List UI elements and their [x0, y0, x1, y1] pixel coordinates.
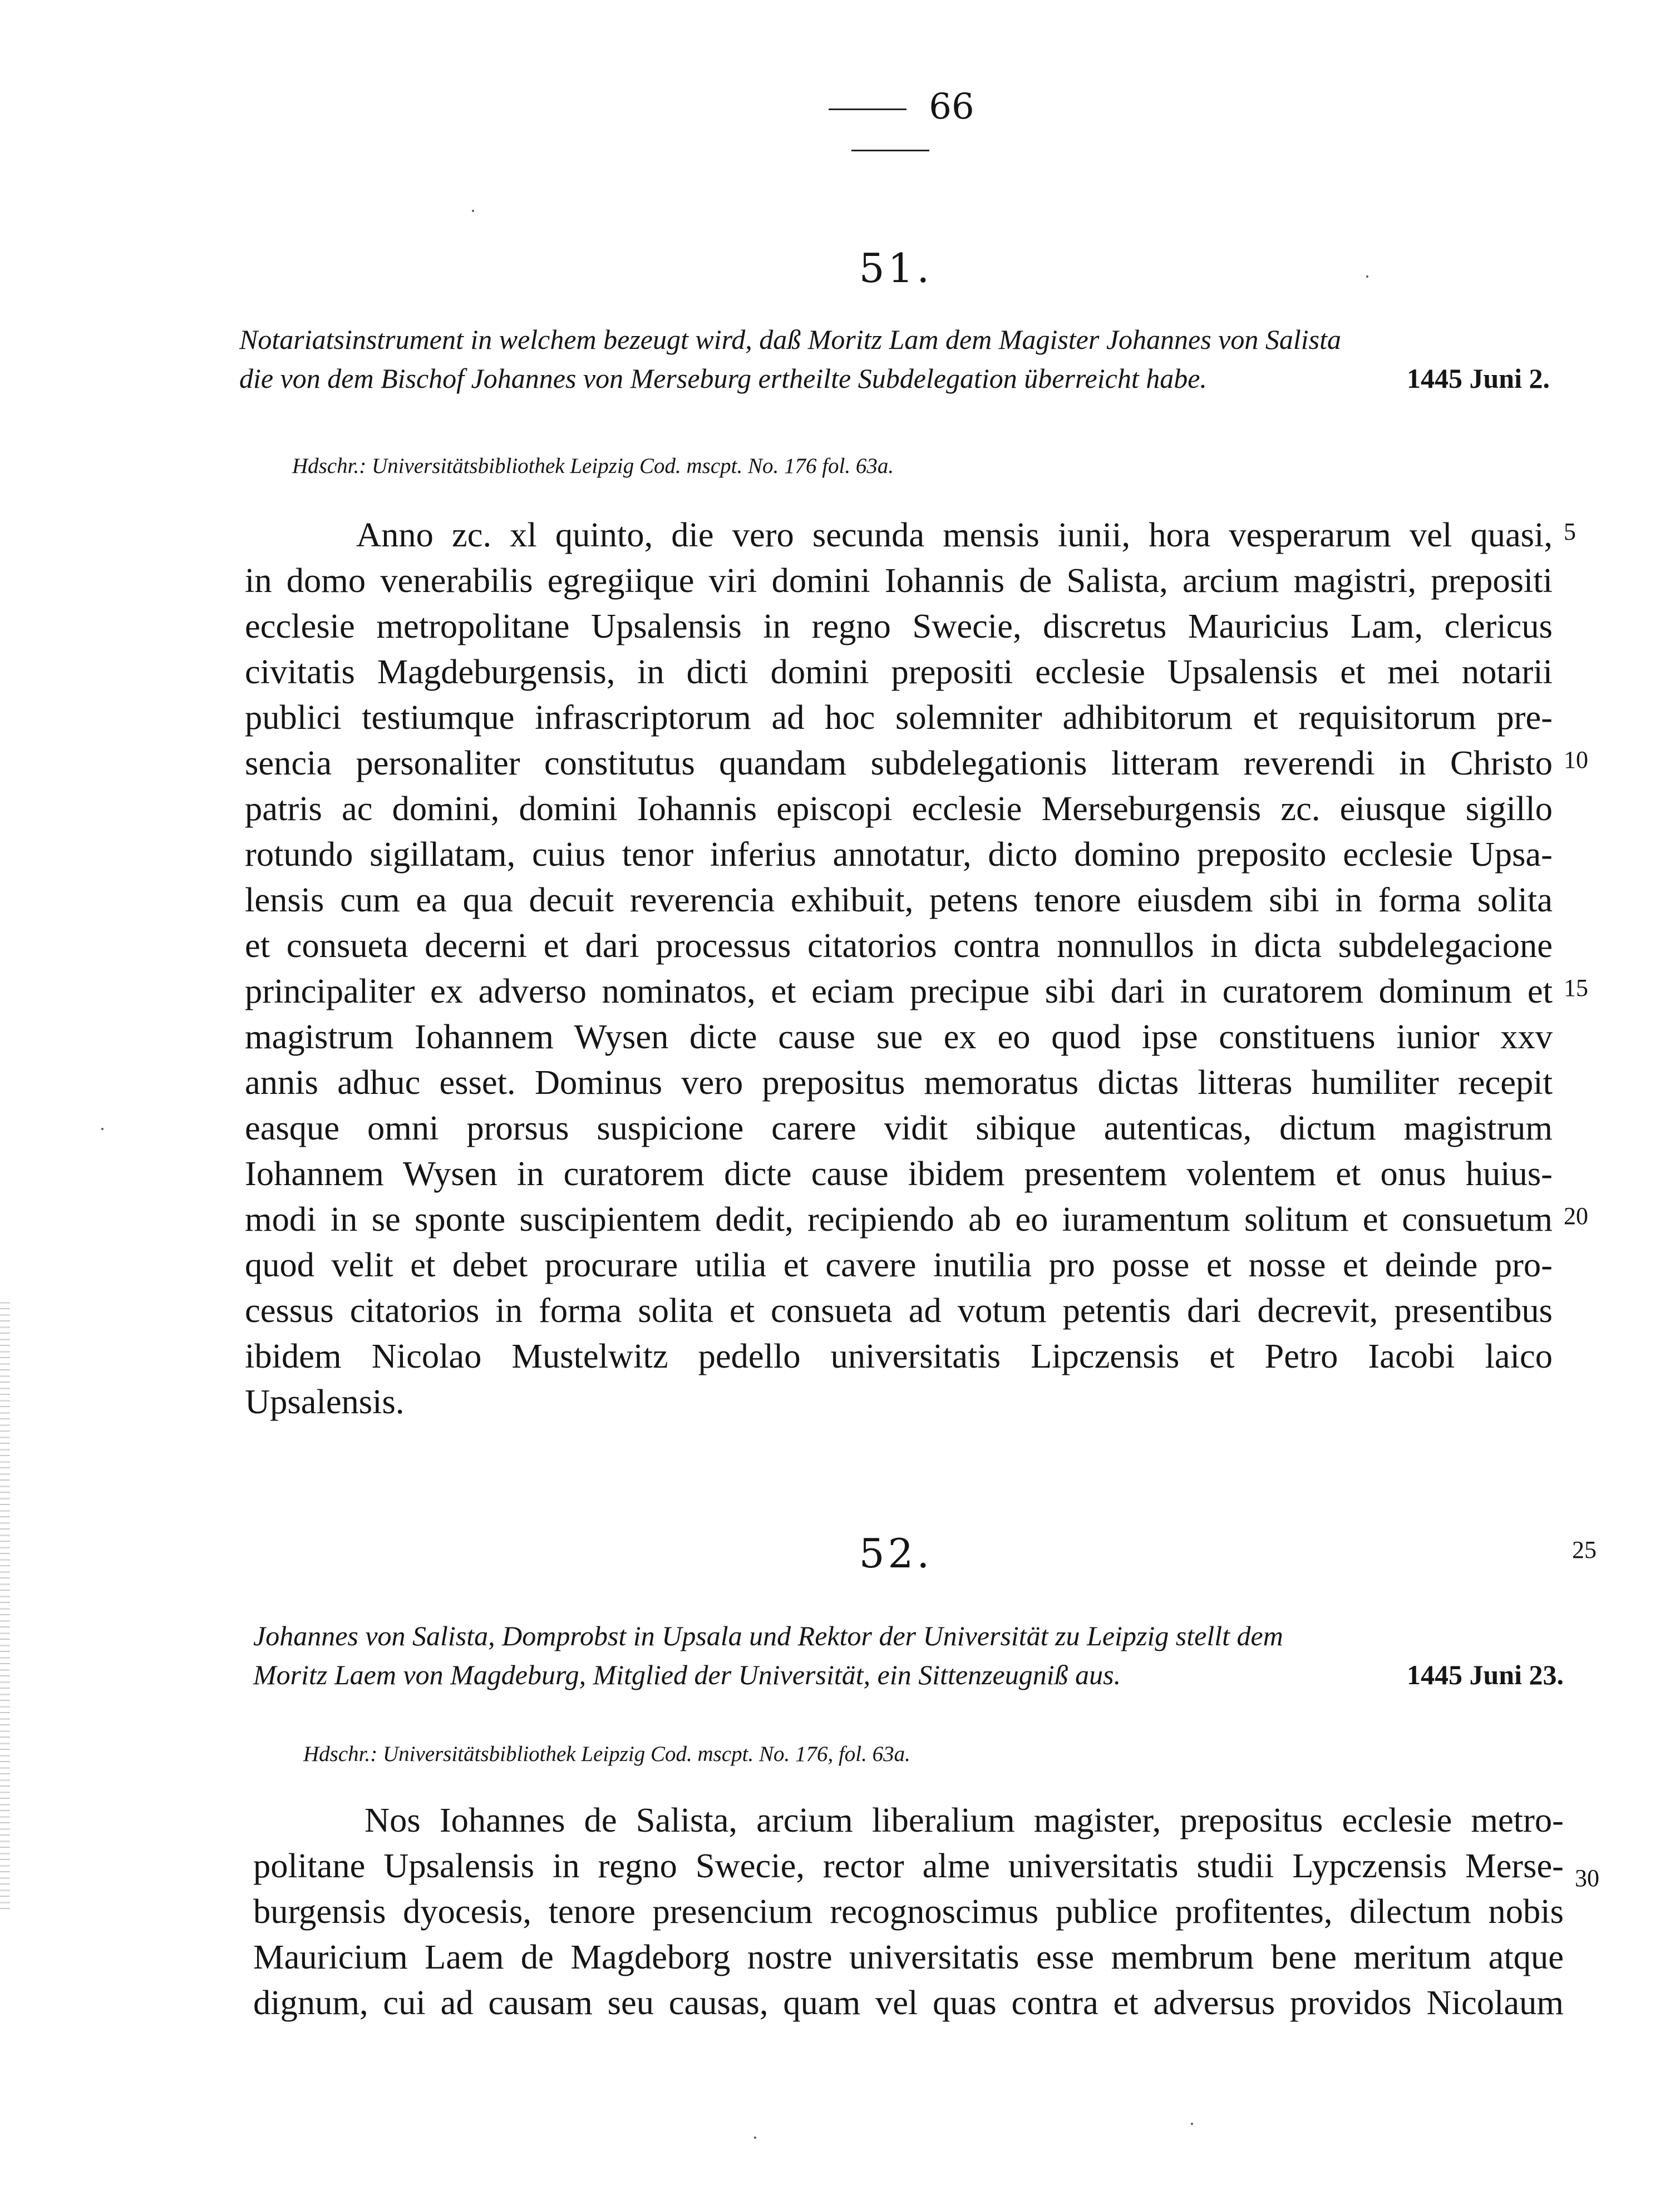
- manuscript-source: Hdschr.: Universitätsbibliothek Leipzig Cod. mscpt. No. 176 fol. 63a.: [292, 454, 894, 478]
- title-line-text: Moritz Laem von Magdeburg, Mitglied der Universität, ein Sittenzeugniß aus.: [253, 1659, 1121, 1690]
- line-number: 5: [1564, 518, 1576, 545]
- text-line: in domo venerabilis egregiique viri domini Iohannis de Salista, arcium magistri, prepositi: [245, 561, 1553, 600]
- document-date: 1445 Juni 2.: [1406, 363, 1550, 394]
- text-line: lensis cum ea qua decuit reverencia exhibuit, petens tenore eiusdem sibi in forma solita: [245, 880, 1553, 919]
- header-rule-left: [829, 108, 906, 110]
- text-line: quod velit et debet procurare utilia et cavere inutilia pro posse et nosse et deinde pro-: [245, 1245, 1553, 1284]
- page-number: 66: [929, 86, 974, 127]
- scan-speck: [754, 2137, 756, 2139]
- text-line: ibidem Nicolao Mustelwitz pedello universitatis Lipczensis et Petro Iacobi laico: [245, 1336, 1553, 1375]
- title-line: Johannes von Salista, Domprobst in Upsala und Rektor der Universität zu Leipzig stellt dem: [253, 1620, 1283, 1651]
- text-line: civitatis Magdeburgensis, in dicti domini prepositi ecclesie Upsalensis et mei notarii: [245, 652, 1553, 691]
- text-line: annis adhuc esset. Dominus vero prepositus memoratus dictas litteras humiliter recepit: [245, 1063, 1553, 1102]
- scan-speck: [1191, 2123, 1193, 2125]
- text-line: patris ac domini, domini Iohannis episcopi ecclesie Merseburgensis zc. eiusque sigillo: [245, 789, 1553, 828]
- text-line: Iohannem Wysen in curatorem dicte cause ibidem presentem volentem et onus huius-: [245, 1154, 1553, 1193]
- document-title: [253, 1616, 1564, 1694]
- header-rule-right: [851, 150, 929, 151]
- title-line: [253, 1655, 1564, 1694]
- text-line: easque omni prorsus suspicione carere vidit sibique autenticas, dictum magistrum: [245, 1108, 1553, 1147]
- text-line: Nos Iohannes de Salista, arcium liberalium magister, prepositus ecclesie metro-: [364, 1800, 1564, 1839]
- text-line: burgensis dyocesis, tenore presencium recognoscimus publice profitentes, dilectum nobis: [253, 1892, 1564, 1931]
- line-number: 20: [1564, 1202, 1588, 1230]
- document-text: [245, 512, 1553, 1424]
- document-title: [239, 320, 1550, 398]
- text-line: publici testiumque infrascriptorum ad hoc solemniter adhibitorum et requisitorum pre-: [245, 698, 1553, 737]
- text-line: et consueta decerni et dari processus citatorios contra nonnullos in dicta subdelegacione: [245, 926, 1553, 965]
- scan-speck: [101, 1128, 104, 1130]
- title-line: Notariatsinstrument in welchem bezeugt wird, daß Moritz Lam dem Magister Johannes von Salista: [239, 324, 1342, 355]
- manuscript-source: Hdschr.: Universitätsbibliothek Leipzig Cod. mscpt. No. 176, fol. 63a.: [303, 1742, 910, 1766]
- text-line: sencia personaliter constitutus quandam subdelegationis litteram reverendi in Christo: [245, 743, 1553, 782]
- line-number: 15: [1564, 974, 1588, 1002]
- document-number: 52.: [859, 1530, 933, 1577]
- page-header: [746, 86, 1035, 169]
- text-line: politane Upsalensis in regno Swecie, rector alme universitatis studii Lypczensis Merse-: [253, 1846, 1564, 1885]
- title-line: [239, 359, 1550, 398]
- text-line: Mauricium Laem de Magdeborg nostre universitatis esse membrum bene meritum atque: [253, 1937, 1564, 1976]
- text-line: cessus citatorios in forma solita et consueta ad votum petentis dari decrevit, presentibus: [245, 1291, 1553, 1330]
- text-line: rotundo sigillatam, cuius tenor inferius annotatur, dicto domino preposito ecclesie Upsa-: [245, 835, 1553, 874]
- document-number: 51.: [859, 245, 933, 292]
- text-line: dignum, cui ad causam seu causas, quam vel quas contra et adversus providos Nicolaum: [253, 1983, 1564, 2022]
- line-number: 25: [1572, 1536, 1597, 1563]
- scan-speck: [1366, 275, 1368, 278]
- document-date: 1445 Juni 23.: [1406, 1659, 1564, 1690]
- text-line: magistrum Iohannem Wysen dicte cause sue ex eo quod ipse constituens iunior xxv: [245, 1017, 1553, 1056]
- scan-edge-shadow: [0, 1302, 10, 1914]
- text-line: ecclesie metropolitane Upsalensis in regno Swecie, discretus Mauricius Lam, clericus: [245, 606, 1553, 645]
- line-number: 30: [1575, 1864, 1599, 1892]
- text-line: Anno zc. xl quinto, die vero secunda mensis iunii, hora vesperarum vel quasi,: [356, 515, 1553, 554]
- title-line-text: die von dem Bischof Johannes von Merseburg ertheilte Subdelegation überreicht habe.: [239, 363, 1207, 394]
- document-text: [253, 1797, 1564, 2025]
- scan-speck: [472, 210, 474, 212]
- text-line: principaliter ex adverso nominatos, et eciam precipue sibi dari in curatorem dominum et: [245, 971, 1553, 1010]
- line-number: 10: [1564, 746, 1588, 773]
- text-line: Upsalensis.: [245, 1382, 405, 1421]
- text-line: modi in se sponte suscipientem dedit, recipiendo ab eo iuramentum solitum et consuetum: [245, 1200, 1553, 1239]
